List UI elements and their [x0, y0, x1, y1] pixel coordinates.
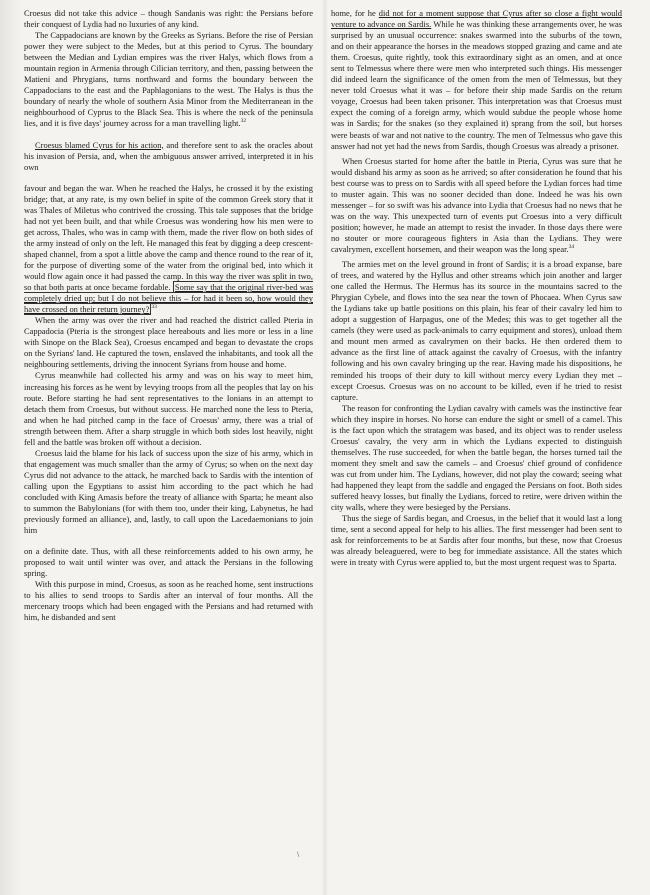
paragraph — [331, 403, 622, 513]
paragraph — [331, 8, 622, 152]
paragraph-text: When the army was over the river and had reached the district called Pteria in Cappadocia (Pteria is the strongest place hereabouts and lies more or less in a line with Sinope on the Black Sea), Croesus encamped and began to devastate the crops on the Syrians' land. He captured the town, enslaved the inhabitants, and took all the neighbouring settlements, driving the innocent Syrians from house and home. — [24, 315, 313, 370]
footnote-marker: 32 — [240, 118, 247, 125]
paragraph-text: home, for he — [331, 8, 379, 18]
paragraph-gap — [24, 173, 313, 183]
paragraph — [24, 448, 313, 536]
paragraph — [24, 546, 313, 579]
paragraph — [24, 30, 313, 129]
paragraph — [24, 315, 313, 370]
paragraph-text: The reason for confronting the Lydian cavalry with camels was the instinctive fear which they inspire in horses. No horse can endure the sight or smell of a camel. This is the fact upon which the stratagem was based, and its object was to render useless Croesus' cavalry, the very arm in which the Lydians expected to distinguish themselves. The ruse succeeded, for when the battle began, the horses turned tail the moment they smelt and saw the camels – and Croesus' chief ground of confidence was cut from under him. The Lydians, however, did not play the coward; seeing what had happened they leapt from the saddle and engaged the Persians on foot. Both sides suffered heavy losses, but finally the Lydians, forced to retire, were driven within the city walls, where they were besieged by the Persians. — [331, 402, 622, 513]
footnote-marker: 33 — [151, 304, 157, 311]
paragraph — [24, 140, 313, 173]
paragraph-text: Croesus laid the blame for his lack of success upon the size of his army, which in that engagement was much smaller than the army of Cyrus; so when on the next day Cyrus did not advance to the attack, he marched back to Sardis with the intention of calling upon the Egyptians to assist him according to the pact which he had concluded with King Amasis before the treaty of alliance with Sparta; he meant also to summon the Babylonians (for with them too, under their king, Labynetus, he had previously formed an alliance), and, lastly, to call upon the Lacedaemonians to join him — [24, 447, 313, 536]
column-gutter-shadow — [322, 0, 328, 895]
paragraph-text: on a definite date. Thus, with all these reinforcements added to his own army, he proposed to wait until winter was over, and attack the Persians in the following spring. — [24, 546, 313, 579]
paragraph — [24, 8, 313, 30]
paragraph-text: Cyrus meanwhile had collected his army and was on his way to meet him, increasing his forces as he went by levying troops from all the peoples that lay on his route. Before starting he had sent representatives to the Ionians in an attempt to detach them from Croesus, but without success. He marched none the less to Pteria, and when he had pitched camp in the face of Croesus' army, there was a trial of strength between them. After a sharp struggle in which both sides lost heavily, night fell and the battle was broken off without a decision. — [24, 370, 313, 447]
paragraph-text: and therefore sent to ask the oracles about his invasion of Persia, and, when the ambiguous answer arrived, interpreted it in his own — [24, 139, 313, 172]
paragraph — [331, 259, 622, 403]
underlined-passage: Croesus blamed Cyrus for his action, — [35, 139, 164, 150]
paragraph-text: The armies met on the level ground in front of Sardis; it is a broad expanse, bare of trees, and watered by the Hyllus and other streams which join another and larger one called the Hermus. The Hermus has its source in the mountains sacred to the Phrygian Cybele, and flows into the sea near the town of Phocaea. When Cyrus saw the Lydians take up battle positions on this plain, his fear of their cavalry led him to adopt a suggestion of Harpagus, one of the Medes; this was to get together all the camels (they were used as pack-animals to carry equipment and stores), unload them and mount men armed as cavalrymen on their backs. He then ordered them to advance as the first line of attack against the cavalry of Croesus, with the infantry following and his own cavalry bringing up the rear. Having made his dispositions, he reminded his troops of their duty to kill without mercy every Lydian they met – except Croesus. Croesus was on no account to be killed, even if he tried to resist capture. — [331, 259, 622, 402]
paragraph-text: While he was thinking these arrangements over, he was surprised by an unusual occurrence: snakes swarmed into the suburbs of the town, and on their appearance the horses in the meadows stopped grazing and came and ate them. Croesus, quite rightly, took this extraordinary sight as an omen, and at once sent to Telmessus where there were men who interpreted such things. His messenger did indeed learn the significance of the omen from the men of Telmessus, but they never told Croesus what it was – for before their ship made Sardis on the return voyage, Croesus had been taken prisoner. This interpretation was that Croesus must expect the coming of a foreign army, which would subdue the people whose home was in Sardis; for the snakes (so they explained it) sprang from the soil, but horses were beasts of war and not native to the country. The men of Telmessus who gave this answer had not yet had the news from Sardis, though Croesus was already a prisoner. — [331, 19, 622, 151]
boxed-annotated-passage: Some say that the original river-bed was completely dried up; but I do not believe this – for had it been so, how would they have crossed on their return journey? — [24, 282, 313, 315]
paragraph — [24, 579, 313, 623]
paragraph — [331, 513, 622, 568]
paragraph-text: favour and began the war. When he reached the Halys, he crossed it by the existing bridge; that, at any rate, is my own belief in spite of the common Greek story that it was Thales of Miletus who contrived the crossing. This tale supposes that the bridge had not yet been built, and that while Croesus was wondering how his men were to get across, Thales, who was in camp with them, made the river flow on both sides of the army instead of only on the left. He managed this feat by digging a deep crescent-shaped channel, from a spot a little above the camp and thence round to the rear of it, for the purpose of diverting some of the water from the original bed, into which it would flow again once it had passed the camp. In this way the river was split in two, so that both parts at once became fordable. — [24, 182, 313, 293]
paragraph-text: When Croesus started for home after the battle in Pteria, Cyrus was sure that he would disband his army as soon as he arrived; so after consideration he found that his best course was to press on to Sardis with all speed before the Lydian forces had time to muster again. This was no sooner decided than done. Indeed he was his own messenger – for so swift was his advance into Lydia that Croesus had no news that he was on the way. This unexpected turn of events put Croesus into a very difficult position; however, he made an attempt to resist the invader. In those days there were no stouter or more courageous fighters in Asia than the Lydians. They were cavalrymen, excellent horsemen, and their weapon was the long spear. — [331, 155, 622, 254]
pencil-margin-mark: \ — [297, 850, 300, 859]
footnote-marker: 34 — [568, 244, 575, 251]
paragraph-text: Croesus did not take this advice – though Sandanis was right: the Persians before their conquest of Lydia had no luxuries of any kind. — [24, 8, 313, 30]
paragraph-text: Thus the siege of Sardis began, and Croesus, in the belief that it would last a long time, sent a second appeal for help to his allies. The first messenger had been sent to ask for reinforcements to be at Sardis after four months, but these, now that Croesus was already beleaguered, were to beg for immediate assistance. All the states which were in treaty with Cyrus were applied to, but the most urgent request was to Sparta. — [331, 513, 622, 568]
paragraph-text: With this purpose in mind, Croesus, as soon as he reached home, sent instructions to his allies to send troops to Sardis after an interval of four months. All the mercenary troops which had been engaged with the Persians and had returned with him, he disbanded and sent — [24, 579, 313, 623]
page-edge-shadow — [0, 0, 22, 895]
underlined-passage: did not for a moment suppose that Cyrus after so close a fight would venture to advance on Sardis. — [331, 8, 622, 30]
paragraph — [24, 370, 313, 447]
paragraph — [24, 183, 313, 316]
paragraph — [331, 156, 622, 255]
left-text-column — [24, 8, 313, 623]
paragraph-text: The Cappadocians are known by the Greeks as Syrians. Before the rise of Persian power they were subject to the Medes, but at this period to Cyrus. The boundary between the Median and Lydian empires was the river Halys, which flows from a mountain region in Armenia through Cilician territory, and then, passing between the Matieni and Phrygians, turns northward and forms the boundary between the Cappadocians to the east and the Paphlagonians to the west. The Halys is thus the boundary of nearly the whole of southern Asia Minor from the Mediterranean in the neighbourhood of Cyprus to the Black Sea. This is where the neck of the peninsula lies, and it is five days' journey across for a man travelling light. — [24, 30, 313, 129]
right-text-column — [331, 8, 622, 568]
paragraph-gap — [24, 130, 313, 140]
paragraph-gap — [24, 536, 313, 546]
